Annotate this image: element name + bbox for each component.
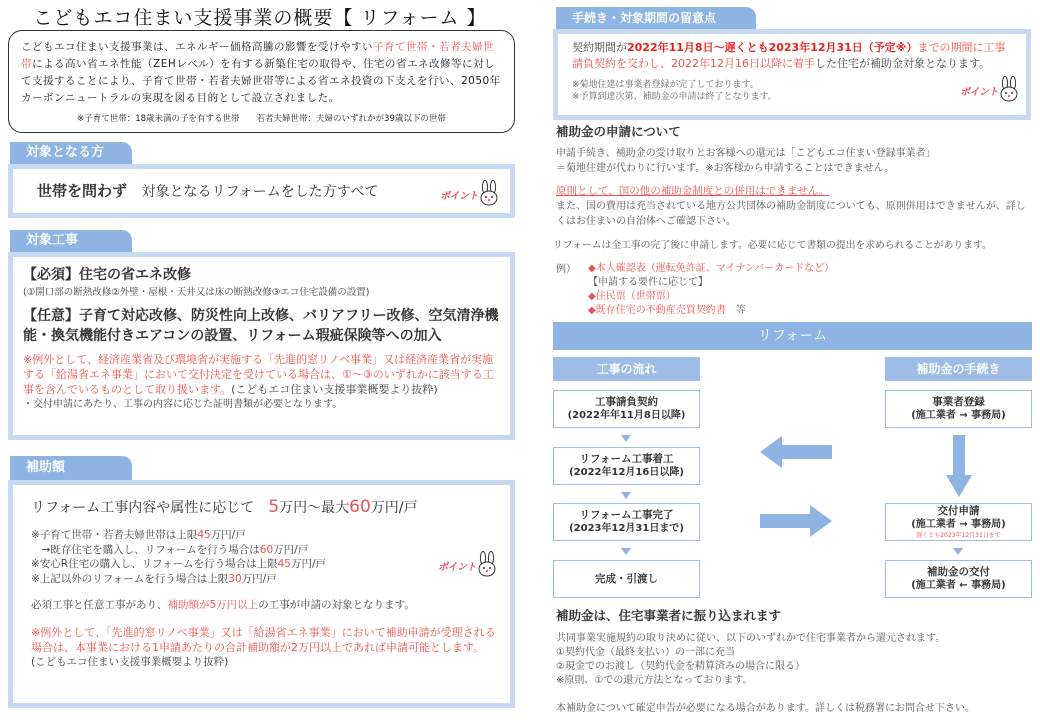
- document-item: ◆本人確認表（運転免許証、マイナンバーカードなど）: [588, 263, 835, 274]
- subsidy-item: [31, 572, 500, 587]
- subsidy-max: 60: [349, 497, 371, 517]
- document-item: ◆住民票（世帯票）: [588, 291, 676, 302]
- payment-line: 共同事業実施規約の取り決めに従い、以下のいずれかで住宅事業者から還元されます。: [556, 633, 946, 644]
- section-header-subsidy: 補助額: [10, 456, 132, 480]
- subsidy-procedure-header: 補助金の手続き: [885, 357, 1032, 381]
- subsidy-item-text: ※安心R住宅の購入し、リフォームを行う場合は上限: [31, 558, 278, 570]
- subsidy-item-amount: 60: [259, 543, 274, 556]
- subsidy-item-text: →既存住宅を購入し、リフォームを行う場合は: [31, 543, 260, 556]
- subsidy-item: [31, 557, 500, 572]
- subsidy-item-amount: 30: [228, 572, 242, 585]
- notice-text-post: した住宅が補助金対象となります。: [815, 57, 991, 70]
- document-item-suffix: 等: [725, 305, 746, 316]
- required-works-detail: (①開口部の断熱改修②外壁・屋根・天井又は床の断熱改修③エコ住宅設備の設置): [23, 287, 370, 298]
- point-badge: [438, 545, 498, 577]
- intro-paragraph: [21, 39, 502, 107]
- application-line-3: また、国の費用は充当されている地方公共団体の補助金制度についても、原則併用はできませんが、詳しくはお住まいの自治体へご確認下さい。: [556, 201, 1026, 227]
- subsidy-unit: 万円/戸: [370, 500, 418, 516]
- reform-flow-header: リフォーム: [553, 322, 1032, 350]
- tax-note: 本補助金について確定申告が必要になる場合があります。詳しくは税務署にお問合せ下さい。: [556, 703, 975, 714]
- procedure-step-title: 事業者登録: [932, 396, 985, 408]
- subsidy-lead: [31, 495, 500, 520]
- subsidy-min: 5: [268, 497, 280, 517]
- procedure-step-registration: [885, 390, 1032, 428]
- works-exception-text: ※例外として、経済産業省及び環境省が実施する「先進的窓リノベ事業」又は経済産業省が実施する「給湯省エネ事業」において交付決定を受けている場合は、①～③のいずれかに該当する工事を含んでいるものとして取り扱います。: [23, 353, 494, 396]
- payment-line: ※原則、①での還元方法となっております。: [556, 675, 753, 686]
- subsidy-lead-text: リフォーム工事内容や属性に応じて: [31, 500, 269, 516]
- point-badge-label: ポイント: [960, 87, 998, 98]
- application-line-2: ＝菊地住建が代わりに行います。※お客様から申請することはできません。: [556, 163, 895, 174]
- application-heading: 補助金の申請について: [556, 124, 681, 139]
- target-line: [13, 169, 510, 201]
- works-note: ・交付申請にあたり、工事の内容に応じた証明書類が必要となります。: [23, 399, 343, 410]
- notice-contract: までの期間に工事請負契約を交わし、2022年12月16日以降に着手: [572, 41, 1006, 70]
- document-item: [588, 304, 834, 318]
- procedure-step-title: 補助金の交付: [927, 566, 990, 578]
- target-text: 対象となるリフォームをした方すべて: [141, 184, 379, 200]
- subsidy-item-unit: 万円/戸: [241, 572, 277, 585]
- arrow-down-icon: [621, 435, 631, 442]
- arrow-left-icon: [760, 436, 832, 468]
- flow-step-title: 完成・引渡し: [595, 573, 658, 585]
- arrow-down-icon: [953, 548, 963, 555]
- notice-period: 2022年11月8日～遅くとも2023年12月31日（予定※）: [627, 41, 918, 54]
- notice-notes: [572, 79, 1012, 103]
- arrow-down-icon: [621, 548, 631, 555]
- subsidy-item-unit: 万円/戸: [273, 543, 309, 556]
- flow-step-complete: [553, 503, 700, 541]
- flow-step-contract: [553, 390, 700, 428]
- subsidy-condition-text-end: の工事が申請の対象となります。: [258, 599, 415, 611]
- document-item-text: ◆既存住宅の不動産売買契約書: [588, 305, 726, 316]
- subsidy-condition-text: 必須工事と任意工事があり、: [31, 599, 168, 611]
- subsidy-item-text: ※子育て世帯・若者夫婦世帯は上限: [31, 529, 198, 541]
- arrow-right-icon: [760, 505, 832, 537]
- application-line-4: リフォームは全工事の完了後に申請します。必要に応じて書類の提出を求められることがあります。: [553, 240, 992, 251]
- subsidy-source: (こどもエコ住まい支援事業概要より抜粋): [31, 656, 229, 668]
- procedure-step-grant: [885, 560, 1032, 598]
- example-label: 例）: [556, 264, 576, 275]
- intro-box: [8, 30, 515, 133]
- point-badge-label: ポイント: [440, 191, 478, 202]
- payment-heading: 補助金は、住宅事業者に振り込まれます: [556, 608, 782, 623]
- subsidy-item: [31, 543, 500, 558]
- subsidy-items: [31, 528, 500, 586]
- section-header-target: 対象となる方: [10, 142, 132, 164]
- flow-step-date: (2022年年11月8日以降): [567, 410, 686, 421]
- procedure-step-deadline: 遅くとも2023年12月31日まで: [916, 532, 1001, 539]
- notice-note: ※予算到達次第、補助金の申請は終了となります。: [572, 92, 777, 102]
- application-warning: 原則として、国の他の補助金制度との併用はできません。: [556, 185, 830, 197]
- construction-flow-header: 工事の流れ: [553, 357, 700, 381]
- flow-step-title: 工事請負契約: [595, 396, 658, 408]
- section-header-notice: 手続き・対象期間の留意点: [556, 7, 756, 29]
- notice-text: [572, 40, 1012, 72]
- intro-note: ※子育て世帯：18歳未満の子を有する世帯 若者夫婦世帯：夫婦のいずれかが39歳以下の世帯: [77, 114, 446, 124]
- intro-text-2: による高い省エネ性能（ZEHレベル）を有する新築住宅の取得や、住宅の省エネ改修等に対して支援することにより、子育て世帯・若者夫婦世帯等による省エネ投資の下支えを行い、2050年カーボンニュートラルの実現を図る目的として設立されました。: [21, 58, 501, 104]
- point-badge: [960, 70, 1020, 102]
- target-bold: 世帯を問わず: [37, 182, 128, 200]
- document-list: [588, 262, 834, 318]
- subsidy-mid: 万円～最大: [279, 500, 350, 516]
- arrow-down-icon: [946, 435, 972, 497]
- procedure-step-direction: (施工業者 ← 事務局): [911, 580, 1006, 591]
- procedure-step-application: [885, 503, 1032, 541]
- notice-note: ※菊地住建は事業者登録が完了しております。: [572, 80, 759, 90]
- subsidy-item: [31, 528, 500, 543]
- payment-lines: [556, 632, 945, 688]
- subsidy-item-unit: 万円/戸: [290, 558, 326, 570]
- procedure-step-direction: (施工業者 → 事務局): [911, 519, 1006, 530]
- subsidy-condition: [31, 598, 500, 613]
- subsidy-panel: [8, 480, 515, 708]
- subsidy-exception: ※例外として、「先進的窓リノベ事業」又は「給湯省エネ事業」において補助申請が受理される場合は、本事業における1申請あたりの合計補助額が2万円以上であれば申請可能とします。: [31, 626, 496, 654]
- target-panel: [8, 164, 515, 218]
- works-exception: [23, 352, 500, 397]
- rabbit-icon: [478, 180, 500, 206]
- flow-step-handover: [553, 560, 700, 598]
- flow-step-date: (2023年12月31日まで): [569, 523, 684, 534]
- subsidy-item-text: ※上記以外のリフォームを行う場合は上限: [31, 572, 229, 585]
- procedure-step-title: 交付申請: [937, 505, 980, 517]
- flow-step-start: [553, 447, 700, 485]
- rabbit-icon: [998, 76, 1020, 102]
- payment-line: ①契約代金（最終支払い）の一部に充当: [556, 647, 735, 658]
- application-line-1: 申請手続き、補助金の受け取りとお客様への還元は「こどもエコ住まい登録事業者」: [556, 148, 936, 159]
- flow-step-title: リフォーム工事完了: [579, 509, 674, 521]
- works-panel: [8, 252, 515, 440]
- procedure-step-direction: (施工業者 → 事務局): [911, 410, 1006, 421]
- section-header-works: 対象工事: [10, 230, 132, 252]
- subsidy-item-amount: 45: [277, 558, 291, 570]
- intro-text-1: こどもエコ住まい支援事業は、エネルギー価格高騰の影響を受けやすい: [21, 41, 373, 53]
- subsidy-item-amount: 45: [197, 529, 211, 541]
- optional-works: 【任意】子育て対応改修、防災性向上改修、バリアフリー改修、空気清浄機能・換気機能付きエアコンの設置、リフォーム瑕疵保険等への加入: [23, 308, 499, 344]
- subsidy-item-unit: 万円/戸: [210, 529, 246, 541]
- payment-line: ②現金でのお渡し（契約代金を精算済みの場合に限る）: [556, 661, 805, 672]
- flow-step-title: リフォーム工事着工: [579, 453, 674, 465]
- intro-highlight: 子育て世帯・若者夫婦世帯: [21, 41, 494, 70]
- point-badge: [440, 174, 500, 206]
- required-works-title: 【必須】住宅の省エネ改修: [23, 267, 191, 283]
- works-source: (こどもエコ住まい支援事業概要より抜粋): [231, 383, 438, 396]
- document-condition: 【申請する要件に応じて】: [588, 277, 708, 288]
- rabbit-icon: [476, 551, 498, 577]
- flow-step-date: (2022年12月16日以降): [569, 467, 684, 478]
- arrow-down-icon: [621, 492, 631, 499]
- notice-text-pre: 契約期間が: [572, 41, 627, 54]
- subsidy-condition-highlight: 補助額が5万円以上: [167, 599, 259, 611]
- page-title: こどもエコ住まい支援事業の概要【 リフォーム 】: [33, 7, 487, 29]
- point-badge-label: ポイント: [438, 562, 476, 573]
